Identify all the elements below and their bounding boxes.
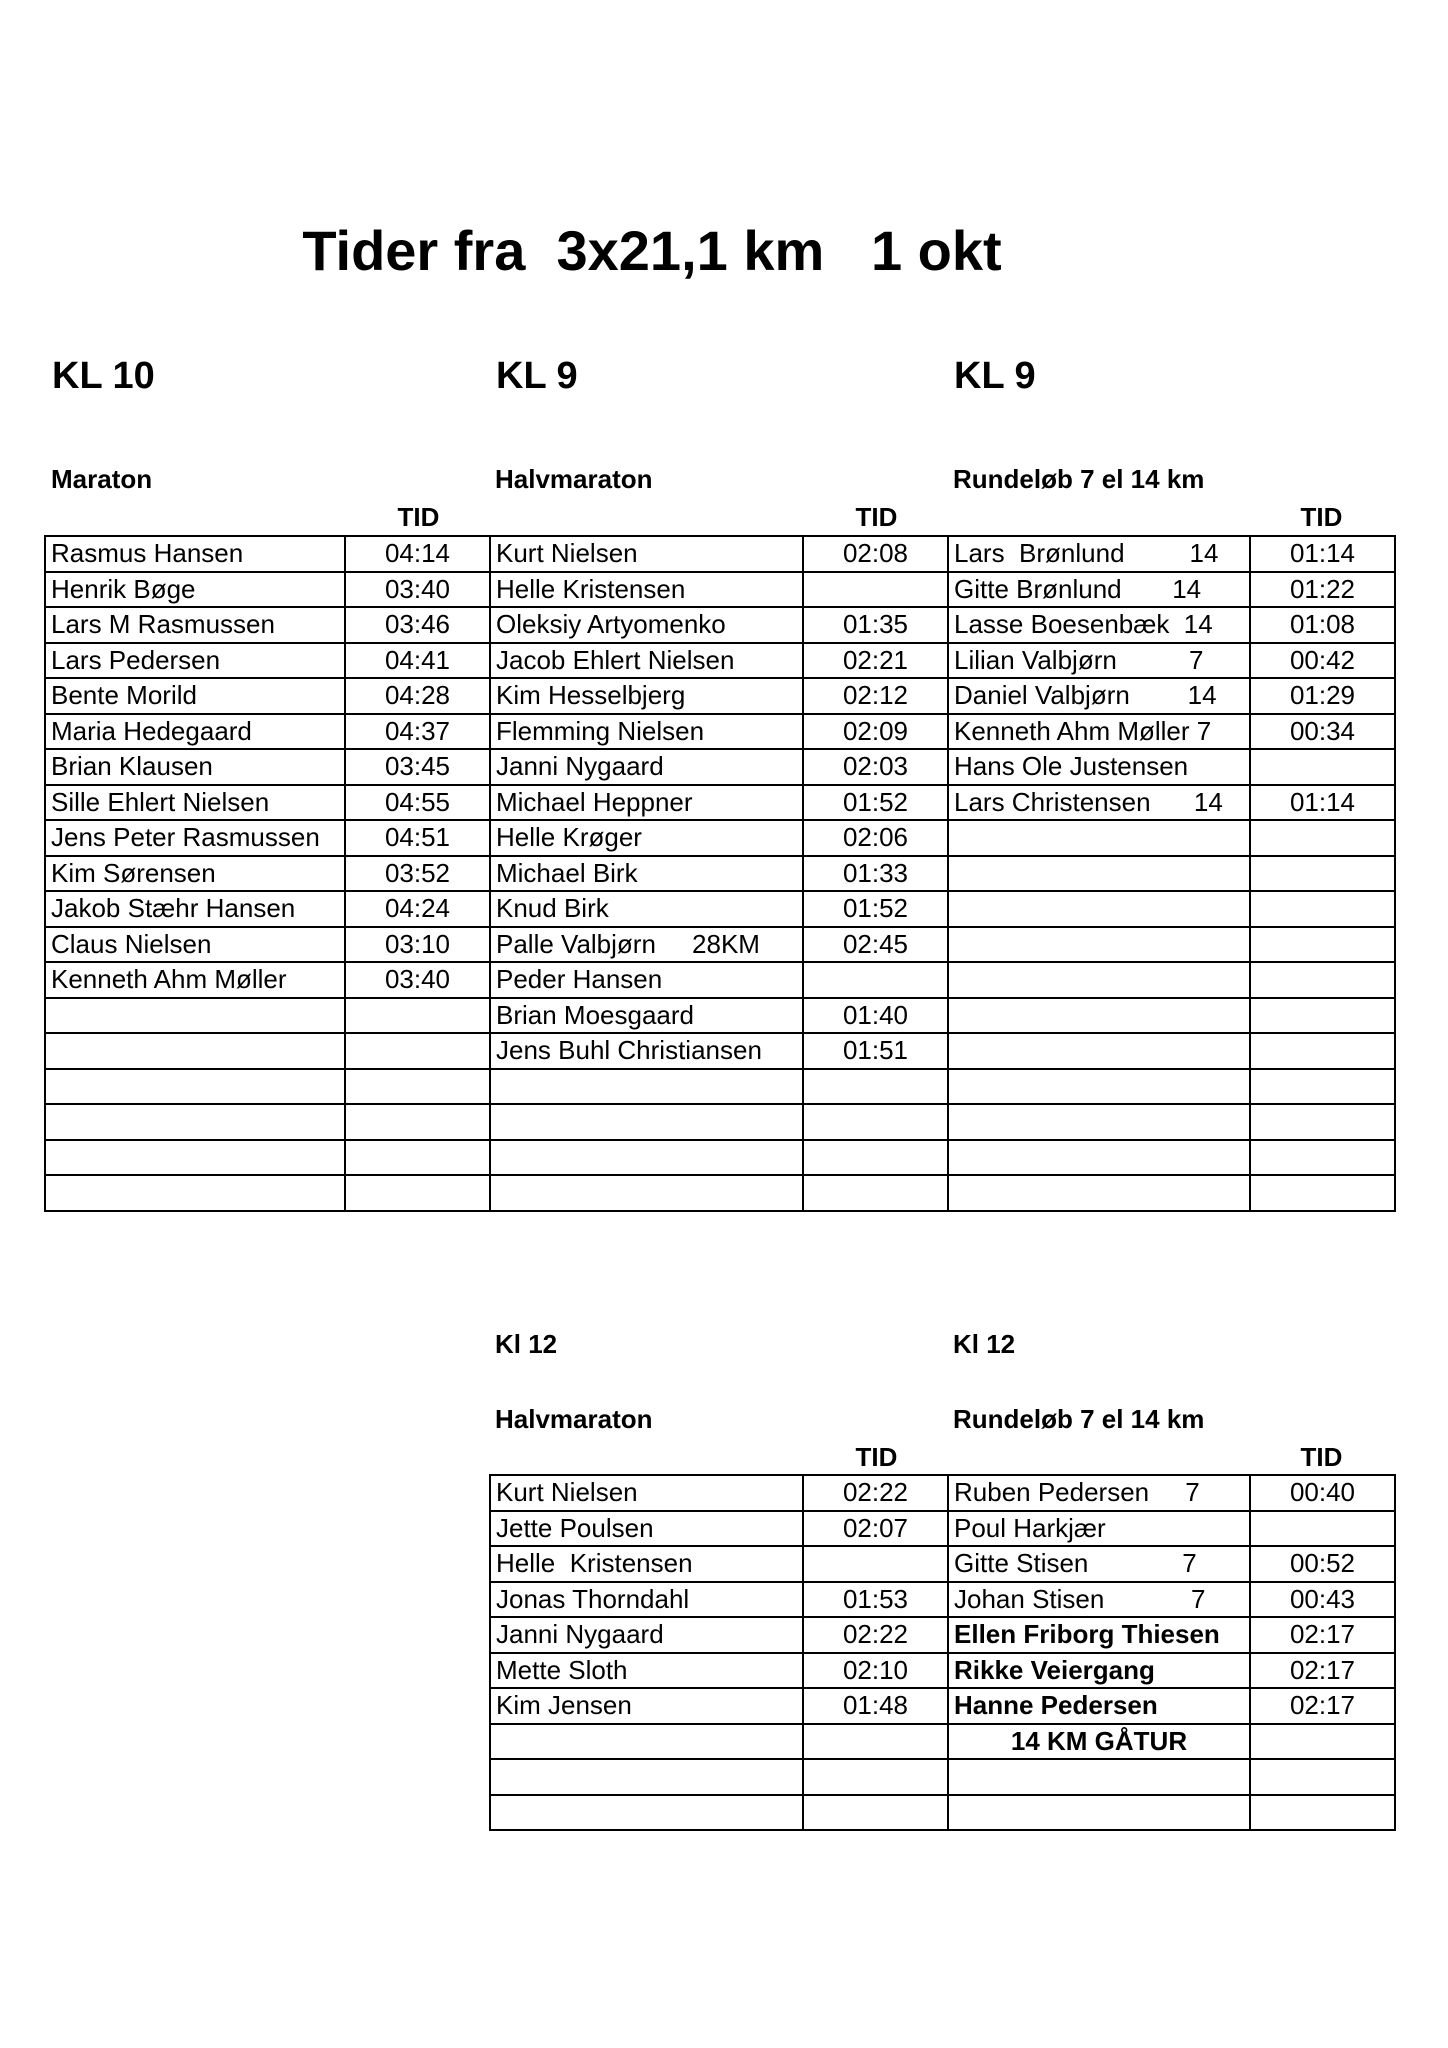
- halvmaraton-name-cell: Helle Kristensen: [490, 1546, 803, 1582]
- halvmaraton-time-cell: 02:09: [803, 714, 948, 750]
- rundeloeb-time-cell: [1250, 927, 1395, 963]
- rundeloeb-time-cell: 01:14: [1250, 536, 1395, 572]
- maraton-name-cell: Lars Pedersen: [45, 643, 345, 679]
- rundeloeb-time-cell: 00:40: [1250, 1475, 1395, 1511]
- halvmaraton-time-cell: [803, 1140, 948, 1176]
- halvmaraton-name-cell: [490, 1724, 803, 1760]
- maraton-name-cell: [45, 1104, 345, 1140]
- rundeloeb-name-cell: Kenneth Ahm Møller 7: [948, 714, 1250, 750]
- table-row: [490, 1582, 1395, 1618]
- maraton-time-cell: 03:45: [345, 749, 490, 785]
- halvmaraton-time-cell: [803, 572, 948, 608]
- halvmaraton-time-cell: 01:33: [803, 856, 948, 892]
- halvmaraton-name-cell: Kurt Nielsen: [490, 536, 803, 572]
- rundeloeb-time-cell: [1250, 1140, 1395, 1176]
- halvmaraton-time-cell: 02:22: [803, 1475, 948, 1511]
- maraton-time-cell: 03:52: [345, 856, 490, 892]
- table-row: [45, 962, 1395, 998]
- maraton-name-cell: Bente Morild: [45, 678, 345, 714]
- rundeloeb-name-cell: [948, 998, 1250, 1034]
- rundeloeb-name-cell: [948, 1175, 1250, 1211]
- halvmaraton-name-cell: [490, 1795, 803, 1831]
- halvmaraton-time-cell: [803, 1175, 948, 1211]
- rundeloeb-name-cell: [948, 1759, 1250, 1795]
- rundeloeb-time-cell: 01:29: [1250, 678, 1395, 714]
- maraton-time-cell: [345, 1104, 490, 1140]
- table-row: [45, 1175, 1395, 1211]
- section-time-rundeloeb-2: Kl 12: [953, 1329, 1016, 1359]
- maraton-name-cell: [45, 1033, 345, 1069]
- table-row: [45, 856, 1395, 892]
- maraton-name-cell: Claus Nielsen: [45, 927, 345, 963]
- halvmaraton-name-cell: Oleksiy Artyomenko: [490, 607, 803, 643]
- results-table-bottom: [489, 1474, 1396, 1831]
- maraton-time-cell: [345, 1175, 490, 1211]
- rundeloeb-time-cell: [1250, 962, 1395, 998]
- maraton-time-cell: 04:51: [345, 820, 490, 856]
- halvmaraton-time-cell: 01:52: [803, 785, 948, 821]
- rundeloeb-name-cell: Daniel Valbjørn 14: [948, 678, 1250, 714]
- rundeloeb-name-cell: [948, 820, 1250, 856]
- maraton-name-cell: [45, 998, 345, 1034]
- halvmaraton-name-cell: Kurt Nielsen: [490, 1475, 803, 1511]
- tid-header-halvmaraton-2: TID: [855, 1442, 898, 1472]
- table-row: [45, 607, 1395, 643]
- category-halvmaraton-2: Halvmaraton: [495, 1404, 653, 1434]
- rundeloeb-name-cell: [948, 1104, 1250, 1140]
- halvmaraton-name-cell: Michael Heppner: [490, 785, 803, 821]
- section-time-halvmaraton-2: Kl 12: [495, 1329, 558, 1359]
- maraton-name-cell: Jakob Stæhr Hansen: [45, 891, 345, 927]
- rundeloeb-time-cell: 02:17: [1250, 1617, 1395, 1653]
- halvmaraton-name-cell: Jacob Ehlert Nielsen: [490, 643, 803, 679]
- halvmaraton-time-cell: 02:45: [803, 927, 948, 963]
- maraton-time-cell: 04:55: [345, 785, 490, 821]
- table-row: [490, 1475, 1395, 1511]
- halvmaraton-name-cell: Helle Kristensen: [490, 572, 803, 608]
- halvmaraton-time-cell: 02:03: [803, 749, 948, 785]
- halvmaraton-name-cell: Jens Buhl Christiansen: [490, 1033, 803, 1069]
- halvmaraton-name-cell: Brian Moesgaard: [490, 998, 803, 1034]
- rundeloeb-name-cell: [948, 1140, 1250, 1176]
- halvmaraton-name-cell: Janni Nygaard: [490, 749, 803, 785]
- halvmaraton-name-cell: Kim Hesselbjerg: [490, 678, 803, 714]
- maraton-time-cell: 04:41: [345, 643, 490, 679]
- halvmaraton-time-cell: 01:35: [803, 607, 948, 643]
- rundeloeb-time-cell: [1250, 1724, 1395, 1760]
- halvmaraton-name-cell: Peder Hansen: [490, 962, 803, 998]
- rundeloeb-name-cell: Hanne Pedersen: [948, 1688, 1250, 1724]
- table-row: [45, 891, 1395, 927]
- halvmaraton-time-cell: [803, 1104, 948, 1140]
- category-rundeloeb-2: Rundeløb 7 el 14 km: [953, 1404, 1205, 1434]
- halvmaraton-time-cell: 02:08: [803, 536, 948, 572]
- table-row: [45, 714, 1395, 750]
- rundeloeb-name-cell: Gitte Stisen 7: [948, 1546, 1250, 1582]
- table-row: [45, 927, 1395, 963]
- maraton-time-cell: [345, 1069, 490, 1105]
- rundeloeb-name-cell: Ruben Pedersen 7: [948, 1475, 1250, 1511]
- maraton-name-cell: Henrik Bøge: [45, 572, 345, 608]
- section-time-rundeloeb: KL 9: [954, 355, 1036, 397]
- rundeloeb-name-cell: [948, 1069, 1250, 1105]
- halvmaraton-time-cell: 02:10: [803, 1653, 948, 1689]
- section-time-halvmaraton: KL 9: [496, 355, 578, 397]
- halvmaraton-name-cell: Jette Poulsen: [490, 1511, 803, 1547]
- rundeloeb-name-cell: Johan Stisen 7: [948, 1582, 1250, 1618]
- table-row: [490, 1688, 1395, 1724]
- table-row: [490, 1759, 1395, 1795]
- rundeloeb-time-cell: [1250, 1033, 1395, 1069]
- halvmaraton-time-cell: 01:52: [803, 891, 948, 927]
- rundeloeb-time-cell: [1250, 1069, 1395, 1105]
- maraton-time-cell: 04:14: [345, 536, 490, 572]
- maraton-name-cell: Sille Ehlert Nielsen: [45, 785, 345, 821]
- maraton-name-cell: Jens Peter Rasmussen: [45, 820, 345, 856]
- halvmaraton-time-cell: [803, 1759, 948, 1795]
- halvmaraton-time-cell: 01:48: [803, 1688, 948, 1724]
- halvmaraton-time-cell: 02:07: [803, 1511, 948, 1547]
- halvmaraton-time-cell: 01:40: [803, 998, 948, 1034]
- rundeloeb-time-cell: [1250, 998, 1395, 1034]
- halvmaraton-time-cell: 02:12: [803, 678, 948, 714]
- halvmaraton-time-cell: 02:21: [803, 643, 948, 679]
- maraton-time-cell: 04:37: [345, 714, 490, 750]
- maraton-name-cell: [45, 1069, 345, 1105]
- table-row: [490, 1795, 1395, 1831]
- maraton-time-cell: 03:46: [345, 607, 490, 643]
- maraton-name-cell: Maria Hedegaard: [45, 714, 345, 750]
- halvmaraton-name-cell: Jonas Thorndahl: [490, 1582, 803, 1618]
- halvmaraton-name-cell: [490, 1104, 803, 1140]
- rundeloeb-time-cell: [1250, 1511, 1395, 1547]
- rundeloeb-time-cell: 00:52: [1250, 1546, 1395, 1582]
- halvmaraton-time-cell: 01:53: [803, 1582, 948, 1618]
- rundeloeb-time-cell: [1250, 749, 1395, 785]
- rundeloeb-time-cell: 00:34: [1250, 714, 1395, 750]
- halvmaraton-time-cell: 02:06: [803, 820, 948, 856]
- rundeloeb-time-cell: [1250, 1104, 1395, 1140]
- maraton-time-cell: 03:10: [345, 927, 490, 963]
- tid-header-maraton: TID: [397, 502, 440, 532]
- rundeloeb-name-cell: [948, 891, 1250, 927]
- rundeloeb-name-cell: Lilian Valbjørn 7: [948, 643, 1250, 679]
- halvmaraton-name-cell: [490, 1140, 803, 1176]
- table-row: [490, 1653, 1395, 1689]
- rundeloeb-name-cell: Hans Ole Justensen: [948, 749, 1250, 785]
- rundeloeb-time-cell: [1250, 1175, 1395, 1211]
- rundeloeb-time-cell: 00:43: [1250, 1582, 1395, 1618]
- halvmaraton-name-cell: Flemming Nielsen: [490, 714, 803, 750]
- rundeloeb-name-cell: [948, 1795, 1250, 1831]
- rundeloeb-time-cell: 02:17: [1250, 1688, 1395, 1724]
- halvmaraton-name-cell: [490, 1069, 803, 1105]
- halvmaraton-name-cell: Kim Jensen: [490, 1688, 803, 1724]
- table-row: [490, 1617, 1395, 1653]
- tid-header-rundeloeb-2: TID: [1300, 1442, 1343, 1472]
- maraton-name-cell: Rasmus Hansen: [45, 536, 345, 572]
- halvmaraton-name-cell: Mette Sloth: [490, 1653, 803, 1689]
- halvmaraton-name-cell: Helle Krøger: [490, 820, 803, 856]
- rundeloeb-name-cell: Lars Brønlund 14: [948, 536, 1250, 572]
- maraton-time-cell: 03:40: [345, 962, 490, 998]
- maraton-time-cell: 04:28: [345, 678, 490, 714]
- rundeloeb-time-cell: [1250, 820, 1395, 856]
- tid-header-rundeloeb: TID: [1300, 502, 1343, 532]
- rundeloeb-name-cell: Lars Christensen 14: [948, 785, 1250, 821]
- rundeloeb-time-cell: [1250, 856, 1395, 892]
- results-table-top: [44, 535, 1396, 1212]
- rundeloeb-name-cell: Rikke Veiergang: [948, 1653, 1250, 1689]
- table-row: [490, 1724, 1395, 1760]
- maraton-name-cell: Lars M Rasmussen: [45, 607, 345, 643]
- maraton-time-cell: [345, 998, 490, 1034]
- category-halvmaraton: Halvmaraton: [495, 464, 653, 494]
- maraton-time-cell: 03:40: [345, 572, 490, 608]
- rundeloeb-name-cell: [948, 927, 1250, 963]
- table-row: [45, 643, 1395, 679]
- maraton-name-cell: [45, 1175, 345, 1211]
- rundeloeb-name-cell: Gitte Brønlund 14: [948, 572, 1250, 608]
- rundeloeb-time-cell: [1250, 1795, 1395, 1831]
- rundeloeb-time-cell: 01:08: [1250, 607, 1395, 643]
- halvmaraton-name-cell: [490, 1175, 803, 1211]
- maraton-name-cell: Kim Sørensen: [45, 856, 345, 892]
- rundeloeb-name-cell: Ellen Friborg Thiesen: [948, 1617, 1250, 1653]
- page-title: Tider fra 3x21,1 km 1 okt: [302, 219, 1002, 282]
- maraton-name-cell: Brian Klausen: [45, 749, 345, 785]
- table-row: [45, 1104, 1395, 1140]
- rundeloeb-name-cell: [948, 856, 1250, 892]
- table-row: [45, 749, 1395, 785]
- halvmaraton-name-cell: Michael Birk: [490, 856, 803, 892]
- table-row: [45, 998, 1395, 1034]
- halvmaraton-time-cell: [803, 1069, 948, 1105]
- rundeloeb-time-cell: [1250, 1759, 1395, 1795]
- table-row: [490, 1546, 1395, 1582]
- table-row: [45, 536, 1395, 572]
- halvmaraton-time-cell: [803, 962, 948, 998]
- table-row: [45, 1140, 1395, 1176]
- table-row: [45, 1033, 1395, 1069]
- halvmaraton-time-cell: [803, 1795, 948, 1831]
- section-time-maraton: KL 10: [52, 355, 155, 397]
- maraton-time-cell: [345, 1140, 490, 1176]
- halvmaraton-time-cell: [803, 1546, 948, 1582]
- table-row: [45, 678, 1395, 714]
- maraton-name-cell: [45, 1140, 345, 1176]
- halvmaraton-name-cell: Janni Nygaard: [490, 1617, 803, 1653]
- rundeloeb-name-cell: [948, 1033, 1250, 1069]
- category-rundeloeb: Rundeløb 7 el 14 km: [953, 464, 1205, 494]
- halvmaraton-time-cell: 01:51: [803, 1033, 948, 1069]
- halvmaraton-time-cell: [803, 1724, 948, 1760]
- halvmaraton-name-cell: Palle Valbjørn 28KM: [490, 927, 803, 963]
- maraton-time-cell: [345, 1033, 490, 1069]
- halvmaraton-name-cell: Knud Birk: [490, 891, 803, 927]
- tid-header-halvmaraton: TID: [855, 502, 898, 532]
- rundeloeb-time-cell: 01:14: [1250, 785, 1395, 821]
- rundeloeb-name-cell: Poul Harkjær: [948, 1511, 1250, 1547]
- rundeloeb-name-cell: 14 KM GÅTUR: [948, 1724, 1250, 1760]
- rundeloeb-time-cell: 02:17: [1250, 1653, 1395, 1689]
- halvmaraton-time-cell: 02:22: [803, 1617, 948, 1653]
- halvmaraton-name-cell: [490, 1759, 803, 1795]
- maraton-time-cell: 04:24: [345, 891, 490, 927]
- rundeloeb-name-cell: Lasse Boesenbæk 14: [948, 607, 1250, 643]
- rundeloeb-time-cell: 01:22: [1250, 572, 1395, 608]
- rundeloeb-time-cell: 00:42: [1250, 643, 1395, 679]
- table-row: [45, 785, 1395, 821]
- table-row: [45, 1069, 1395, 1105]
- table-row: [45, 820, 1395, 856]
- rundeloeb-time-cell: [1250, 891, 1395, 927]
- category-maraton: Maraton: [51, 464, 153, 494]
- table-row: [490, 1511, 1395, 1547]
- maraton-name-cell: Kenneth Ahm Møller: [45, 962, 345, 998]
- rundeloeb-name-cell: [948, 962, 1250, 998]
- table-row: [45, 572, 1395, 608]
